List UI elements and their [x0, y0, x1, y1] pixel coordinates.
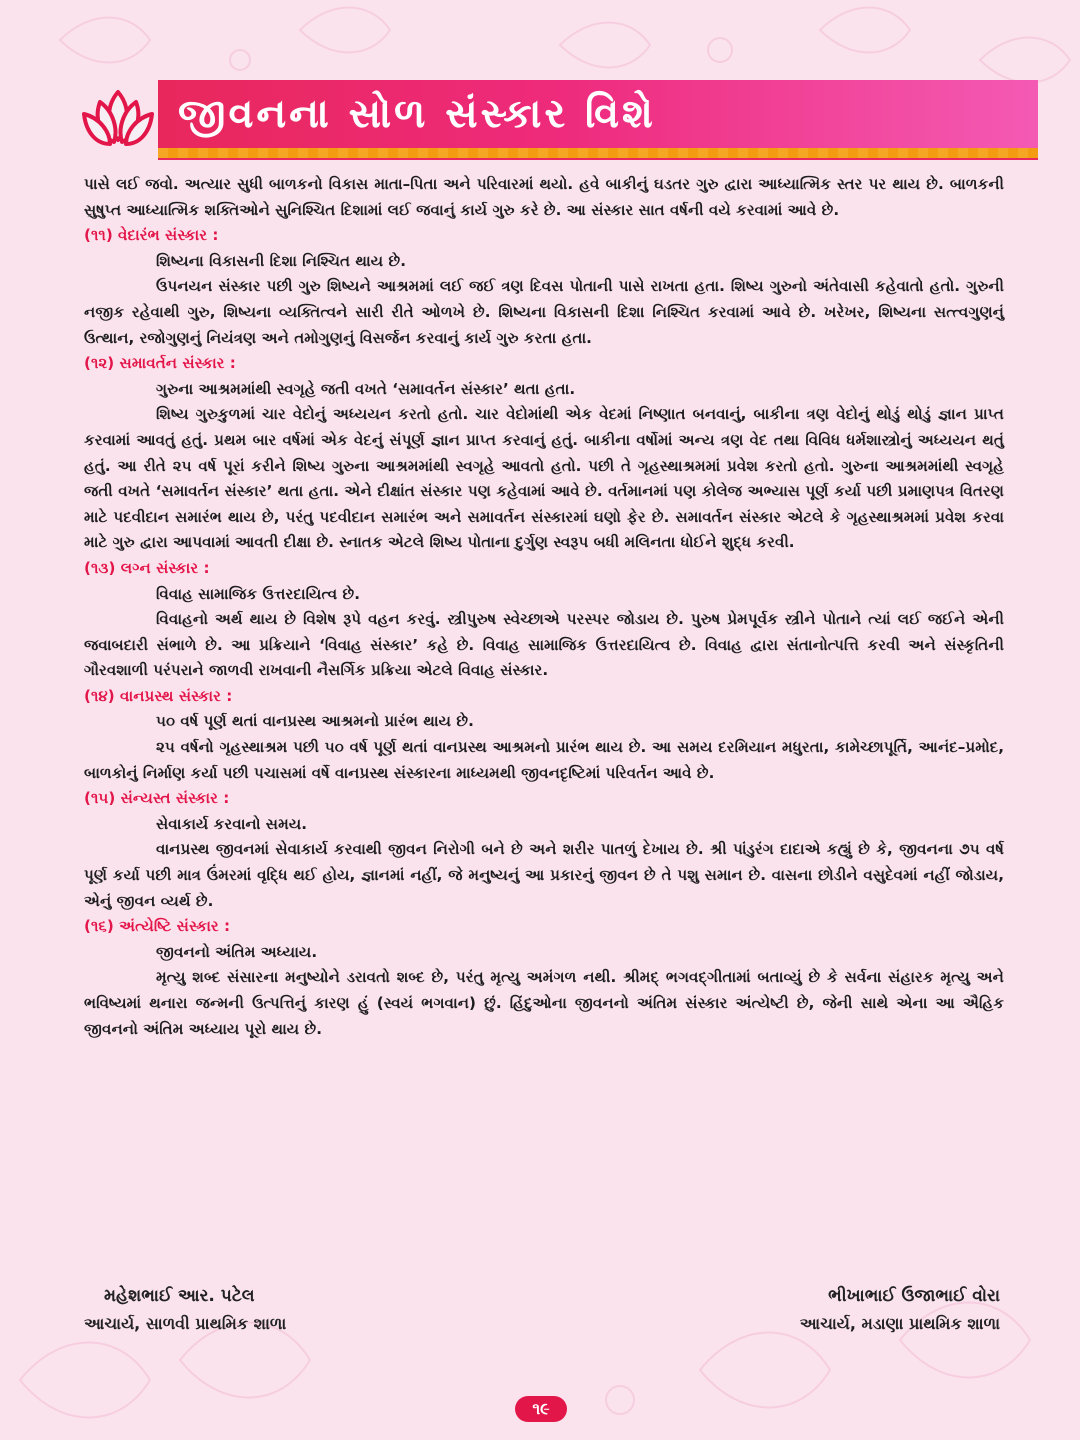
author-left	[84, 1282, 286, 1338]
section-13	[84, 556, 1004, 684]
section-12	[84, 351, 1004, 556]
section-summary: ગુરુના આશ્રમમાંથી સ્વગૃહે જતી વખતે ‘સમાવર્તન સંસ્કાર’ થતા હતા.	[156, 379, 576, 398]
section-16	[84, 914, 1004, 1042]
section-summary: વિવાહ સામાજિક ઉત્તરદાયિત્વ છે.	[156, 584, 361, 603]
section-heading: (૧૬) અંત્યેષ્ટિ સંસ્કાર :	[84, 917, 231, 936]
section-11	[84, 223, 1004, 351]
section-summary: સેવાકાર્ય કરવાનો સમય.	[156, 814, 308, 833]
lotus-icon	[78, 84, 158, 154]
section-heading: (૧૫) સંન્યસ્ત સંસ્કાર :	[84, 789, 230, 808]
author-right	[800, 1282, 1000, 1338]
section-summary: જીવનનો અંતિમ અધ્યાય.	[156, 942, 318, 961]
author-footer	[84, 1282, 1000, 1342]
author-role: આચાર્ય, મડાણા પ્રાથમિક શાળા	[799, 1314, 1000, 1333]
section-heading: (૧૩) લગ્ન સંસ્કાર :	[84, 558, 210, 577]
section-paragraph: ઉપનયન સંસ્કાર પછી ગુરુ શિષ્યને આશ્રમમાં લઈ જઈ ત્રણ દિવસ પોતાની પાસે રાખતા હતા. શિષ્ય ગુરુનો અંતેવાસી કહેવાતો હતો. ગુરુની નજીક રહેવાથી ગુરુ, શિષ્યના વ્યક્તિત્વને સારી રીતે ઓળખે છે. શિષ્યના વિકાસની દિશા નિશ્ચિત કરવામાં આવે છે. ખરેખર, શિષ્યના સત્ત્વગુણનું ઉત્થાન, રજોગુણનું નિયંત્રણ અને તમોગુણનું વિસર્જન કરવાનું કાર્ય ગુરુ કરતા હતા.	[84, 277, 1004, 347]
section-heading: (૧૪) વાનપ્રસ્થ સંસ્કાર :	[84, 686, 233, 705]
title-decorative-border	[158, 148, 1038, 160]
section-paragraph: મૃત્યુ શબ્દ સંસારના મનુષ્યોને ડરાવતો શબ્દ છે, પરંતુ મૃત્યુ અમંગળ નથી. શ્રીમદ્ ભગવદ્ગીતામાં બતાવ્યું છે કે સર્વના સંહારક મૃત્યુ અને ભવિષ્યમાં થનારા જન્મની ઉત્પત્તિનું કારણ હું (સ્વયં ભગવાન) છું. હિંદુઓના જીવનનો અંતિમ સંસ્કાર અંત્યેષ્ટી છે, જેની સાથે એના આ ઐહિક જીવનનો અંતિમ અધ્યાય પૂરો થાય છે.	[84, 968, 1004, 1038]
intro-paragraph: પાસે લઈ જવો. અત્યાર સુધી બાળકનો વિકાસ માતા–પિતા અને પરિવારમાં થયો. હવે બાકીનું ઘડતર ગુરુ દ્વારા આધ્યાત્મિક સ્તર પર થાય છે. બાળકની સુષુપ્ત આધ્યાત્મિક શક્તિઓને સુનિશ્ચિત દિશામાં લઈ જવાનું કાર્ય ગુરુ કરે છે. આ સંસ્કાર સાત વર્ષની વયે કરવામાં આવે છે.	[84, 175, 1004, 219]
author-role: આચાર્ય, સાળવી પ્રાથમિક શાળા	[84, 1314, 287, 1333]
article-body	[84, 172, 1004, 1042]
section-heading: (૧૧) વેદારંભ સંસ્કાર :	[84, 226, 219, 245]
section-summary: ૫૦ વર્ષ પૂર્ણ થતાં વાનપ્રસ્થ આશ્રમનો પ્રારંભ થાય છે.	[156, 712, 474, 731]
section-15	[84, 786, 1004, 914]
section-paragraph: શિષ્ય ગુરુકુળમાં ચાર વેદોનું અધ્યયન કરતો હતો. ચાર વેદોમાંથી એક વેદમાં નિષ્ણાત બનવાનું, બાકીના ત્રણ વેદોનું થોડું થોડું જ્ઞાન પ્રાપ્ત કરવામાં આવતું હતું. પ્રથમ બાર વર્ષમાં એક વેદનું સંપૂર્ણ જ્ઞાન પ્રાપ્ત કરવાનું હતું. બાકીના વર્ષોમાં અન્ય ત્રણ વેદ તથા વિવિધ ધર્મશાસ્ત્રોનું અધ્યયન થતું હતું. આ રીતે ૨૫ વર્ષ પૂરાં કરીને શિષ્ય ગુરુના આશ્રમમાંથી સ્વગૃહે આવતો હતો. પછી તે ગૃહસ્થાશ્રમમાં પ્રવેશ કરતો હતો. ગુરુના આશ્રમમાંથી સ્વગૃહે જતી વખતે ‘સમાવર્તન સંસ્કાર’ થતા હતા. એને દીક્ષાંત સંસ્કાર પણ કહેવામાં આવે છે. વર્તમાનમાં પણ કોલેજ અભ્યાસ પૂર્ણ કર્યા પછી પ્રમાણપત્ર વિતરણ માટે પદવીદાન સમારંભ થાય છે, પરંતુ પદવીદાન સમારંભ અને સમાવર્તન સંસ્કારમાં ઘણો ફેર છે. સમાવર્તન સંસ્કાર એટલે કે ગૃહસ્થાશ્રમમાં પ્રવેશ કરવા માટે ગુરુ દ્વારા આપવામાં આવતી દીક્ષા છે. સ્નાતક એટલે શિષ્ય પોતાના દુર્ગુણ સ્વરૂપ બધી મલિનતા ધોઈને શુદ્ધ કરવી.	[84, 405, 1004, 552]
title-band	[158, 80, 1038, 148]
section-header	[78, 80, 1038, 156]
section-heading: (૧૨) સમાવર્તન સંસ્કાર :	[84, 354, 236, 373]
section-14	[84, 684, 1004, 786]
section-paragraph: ૨૫ વર્ષનો ગૃહસ્થાશ્રમ પછી ૫૦ વર્ષ પૂર્ણ થતાં વાનપ્રસ્થ આશ્રમનો પ્રારંભ થાય છે. આ સમય દરમિયાન મધુરતા, કામેચ્છાપૂર્તિ, આનંદ–પ્રમોદ, બાળકોનું નિર્માણ કર્યા પછી પચાસમાં વર્ષે વાનપ્રસ્થ સંસ્કારના માધ્યમથી જીવનદૃષ્ટિમાં પરિવર્તન આવે છે.	[84, 738, 1004, 782]
section-paragraph: વાનપ્રસ્થ જીવનમાં સેવાકાર્ય કરવાથી જીવન નિરોગી બને છે અને શરીર પાતળું દેખાય છે. શ્રી પાંડુરંગ દાદાએ કહ્યું છે કે, જીવનના ૭૫ વર્ષ પૂર્ણ કર્યા પછી માત્ર ઉંમરમાં વૃદ્ધિ થઈ હોય, જ્ઞાનમાં નહીં, જે મનુષ્યનું આ પ્રકારનું જીવન છે તે પશુ સમાન છે. વાસના છોડીને વસુદેવમાં નહીં જોડાય, એનું જીવન વ્યર્થ છે.	[84, 840, 1004, 910]
page-number: ૧૯	[515, 1396, 567, 1422]
page-title: જીવનના સોળ સંસ્કાર વિશે	[178, 91, 656, 137]
author-name: મહેશભાઈ આર. પટેલ	[104, 1286, 255, 1306]
author-name: ભીખાભાઈ ઉજાભાઈ વોરા	[828, 1286, 1000, 1306]
section-paragraph: વિવાહનો અર્થ થાય છે વિશેષ રૂપે વહન કરવું. સ્ત્રીપુરુષ સ્વેચ્છાએ પરસ્પર જોડાય છે. પુરુષ પ્રેમપૂર્વક સ્ત્રીને પોતાને ત્યાં લઈ જઈને એની જવાબદારી સંભાળે છે. આ પ્રક્રિયાને ‘વિવાહ સંસ્કાર’ કહે છે. વિવાહ સામાજિક ઉત્તરદાયિત્વ છે. વિવાહ દ્વારા સંતાનોત્પત્તિ કરવી અને સંસ્કૃતિની ગૌરવશાળી પરંપરાને જાળવી રાખવાની નૈસર્ગિક પ્રક્રિયા એટલે વિવાહ સંસ્કાર.	[84, 610, 1004, 680]
section-summary: શિષ્યના વિકાસની દિશા નિશ્ચિત થાય છે.	[156, 251, 406, 270]
